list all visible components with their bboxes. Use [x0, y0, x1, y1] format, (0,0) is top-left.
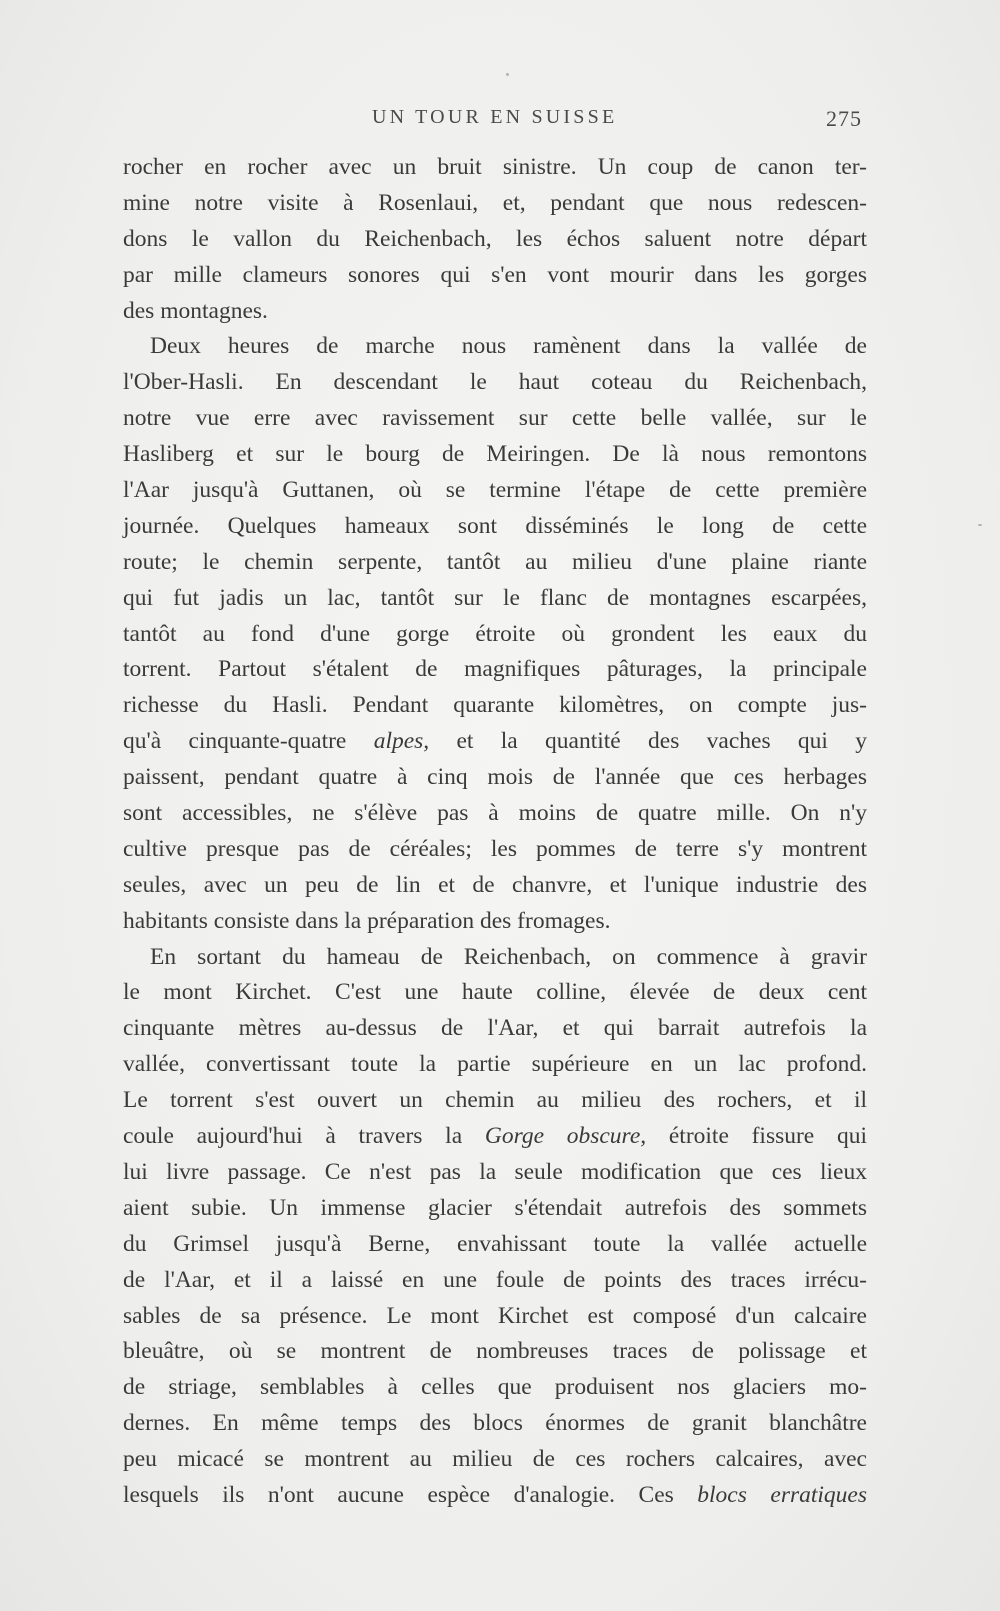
italic-term: Gorge obscure, — [484, 1123, 647, 1150]
text-line: paissent, pendant quatre à cinq mois de l'année que ces herbages — [123, 764, 867, 791]
text-line: sont accessibles, ne s'élève pas à moins de quatre mille. On n'y — [123, 800, 867, 827]
italic-term: blocs erratiques — [697, 1481, 867, 1508]
text-line: rocher en rocher avec un bruit sinistre. Un coup de canon ter- — [123, 154, 867, 180]
text-line: seules, avec un peu de lin et de chanvre, et l'unique industrie des — [123, 871, 867, 898]
text-line: richesse du Hasli. Pendant quarante kilomètres, on compte jus- — [123, 692, 867, 719]
text-line: Hasliberg et sur le bourg de Meiringen. De là nous remontons — [123, 441, 867, 468]
text-line: bleuâtre, où se montrent de nombreuses traces de polissage et — [123, 1338, 867, 1365]
text-line: l'Aar jusqu'à Guttanen, où se termine l'étape de cette première — [123, 477, 867, 504]
text-line: route; le chemin serpente, tantôt au milieu d'une plaine riante — [123, 548, 867, 575]
text-line: En sortant du hameau de Reichenbach, on commence à gravir — [150, 943, 867, 970]
text-line: tantôt au fond d'une gorge étroite où grondent les eaux du — [123, 620, 867, 647]
italic-term: alpes, — [373, 728, 430, 755]
text-run: qu'à cinquante-quatre — [123, 728, 374, 755]
text-line: mine notre visite à Rosenlaui, et, pendant que nous redescen- — [123, 189, 867, 216]
text-line: cinquante mètres au-dessus de l'Aar, et qui barrait autrefois la — [123, 1015, 867, 1042]
text-line: du Grimsel jusqu'à Berne, envahissant toute la vallée actuelle — [123, 1230, 867, 1257]
text-run: étroite fissure qui — [646, 1123, 867, 1150]
scan-speck — [506, 73, 509, 76]
text-line: sables de sa présence. Le mont Kirchet est composé d'un calcaire — [123, 1302, 867, 1329]
text-line: dons le vallon du Reichenbach, les échos saluent notre départ — [123, 225, 867, 252]
text-line — [123, 1119, 867, 1155]
text-line: dernes. En même temps des blocs énormes de granit blanchâtre — [123, 1410, 867, 1437]
text-run: coule aujourd'hui à travers la — [123, 1123, 485, 1150]
text-line: de striage, semblables à celles que produisent nos glaciers mo- — [123, 1374, 867, 1401]
text-line: qui fut jadis un lac, tantôt sur le flanc de montagnes escarpées, — [123, 584, 867, 611]
page-number: 275 — [826, 106, 862, 131]
text-run: lesquels ils n'ont aucune espèce d'analogie. Ces — [123, 1481, 698, 1508]
text-line: de l'Aar, et il a laissé en une foule de points des traces irrécu- — [123, 1266, 867, 1293]
scan-speck — [978, 524, 982, 526]
text-line: vallée, convertissant toute la partie supérieure en un lac profond. — [123, 1051, 867, 1078]
text-line: cultive presque pas de céréales; les pommes de terre s'y montrent — [123, 835, 867, 862]
text-line: des montagnes. — [123, 297, 268, 324]
running-title: UN TOUR EN SUISSE — [372, 106, 618, 128]
text-line: torrent. Partout s'étalent de magnifiques pâturages, la principale — [123, 656, 867, 683]
text-line: journée. Quelques hameaux sont disséminés le long de cette — [123, 512, 867, 539]
text-line: Deux heures de marche nous ramènent dans la vallée de — [150, 333, 867, 360]
text-line: peu micacé se montrent au milieu de ces rochers calcaires, avec — [123, 1446, 867, 1473]
text-line: notre vue erre avec ravissement sur cette belle vallée, sur le — [123, 405, 867, 432]
text-line: Le torrent s'est ouvert un chemin au milieu des rochers, et il — [123, 1087, 867, 1114]
text-line: habitants consiste dans la préparation des fromages. — [123, 907, 611, 934]
running-head — [0, 106, 1000, 136]
text-line: aient subie. Un immense glacier s'étendait autrefois des sommets — [123, 1194, 867, 1221]
text-line: l'Ober-Hasli. En descendant le haut coteau du Reichenbach, — [123, 369, 867, 396]
text-line: lui livre passage. Ce n'est pas la seule modification que ces lieux — [123, 1158, 867, 1185]
text-line — [123, 724, 867, 760]
body-text — [123, 150, 867, 1514]
text-line: par mille clameurs sonores qui s'en vont mourir dans les gorges — [123, 261, 867, 288]
text-line: le mont Kirchet. C'est une haute colline, élevée de deux cent — [123, 979, 867, 1006]
text-line — [123, 1478, 867, 1514]
text-run: et la quantité des vaches qui y — [429, 728, 867, 755]
